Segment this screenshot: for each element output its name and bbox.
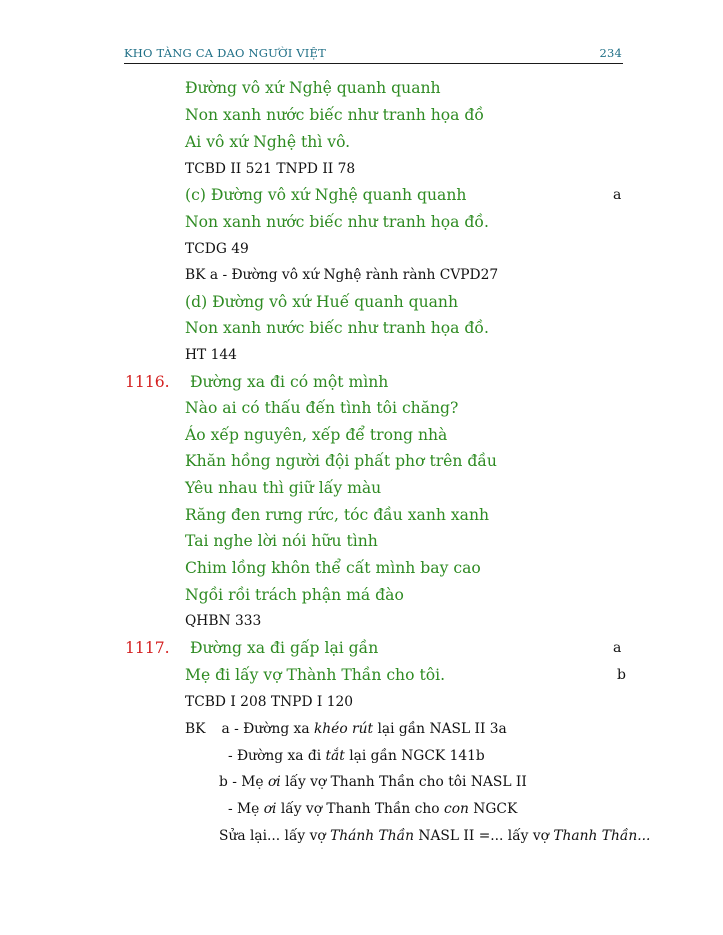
variant-note: BK a - Đường vô xứ Nghệ rành rành CVPD27 (185, 267, 499, 283)
verse-line: Ngồi rồi trách phận má đào (185, 586, 404, 604)
source-reference: TCBD I 208 TNPD I 120 (185, 694, 354, 710)
verse-line: (d) Đường vô xứ Huế quanh quanh (185, 293, 459, 311)
verse-line: Khăn hồng người đội phất phơ trên đầu (185, 452, 497, 470)
book-title: KHO TÀNG CA DAO NGƯỜI VIỆT (124, 46, 327, 60)
verse-line: Đường xa đi có một mình (190, 373, 389, 391)
verse-line: Áo xếp nguyên, xếp để trong nhà (185, 426, 448, 444)
source-reference: QHBN 333 (185, 613, 262, 629)
page-number: 234 (599, 46, 622, 60)
verse-line: Chim lồng khôn thể cất mình bay cao (185, 559, 481, 577)
verse-line: Răng đen rưng rức, tóc đầu xanh xanh (185, 506, 490, 524)
entry-number: 1117. (125, 639, 170, 657)
rhyme-mark: a (613, 640, 622, 656)
entry-number: 1116. (125, 373, 170, 391)
verse-line: Tai nghe lời nói hữu tình (185, 532, 378, 550)
rhyme-mark: b (617, 667, 626, 683)
source-reference: TCBD II 521 TNPD II 78 (185, 161, 356, 177)
verse-line: Non xanh nước biếc như tranh họa đồ. (185, 213, 489, 231)
bk-note-line: - Đường xa đi tắt lại gần NGCK 141b (228, 748, 485, 764)
source-reference: TCDG 49 (185, 241, 249, 257)
bk-note-line: - Mẹ ơi lấy vợ Thanh Thần cho con NGCK (228, 801, 518, 817)
verse-line: Đường vô xứ Nghệ quanh quanh (185, 79, 441, 97)
verse-line: Yêu nhau thì giữ lấy màu (185, 479, 382, 497)
verse-line: Non xanh nước biếc như tranh họa đồ. (185, 319, 489, 337)
page-header (124, 44, 623, 64)
verse-line: (c) Đường vô xứ Nghệ quanh quanh (185, 186, 467, 204)
verse-line: Ai vô xứ Nghệ thì vô. (185, 133, 351, 151)
bk-note-line: BK a - Đường xa khéo rút lại gần NASL II 3a (185, 721, 507, 737)
source-reference: HT 144 (185, 347, 237, 363)
verse-line: Nào ai có thấu đến tình tôi chăng? (185, 399, 459, 417)
bk-label: BK (185, 721, 206, 737)
verse-line: Non xanh nước biếc như tranh họa đồ (185, 106, 484, 124)
bk-note-line: b - Mẹ ơi lấy vợ Thanh Thần cho tôi NASL II (219, 774, 527, 790)
verse-line: Mẹ đi lấy vợ Thành Thần cho tôi. (185, 666, 446, 684)
bk-note-line: Sửa lại... lấy vợ Thánh Thần NASL II =... lấy vợ Thanh Thần... (219, 828, 651, 844)
verse-line: Đường xa đi gấp lại gần (190, 639, 379, 657)
rhyme-mark: a (613, 187, 622, 203)
